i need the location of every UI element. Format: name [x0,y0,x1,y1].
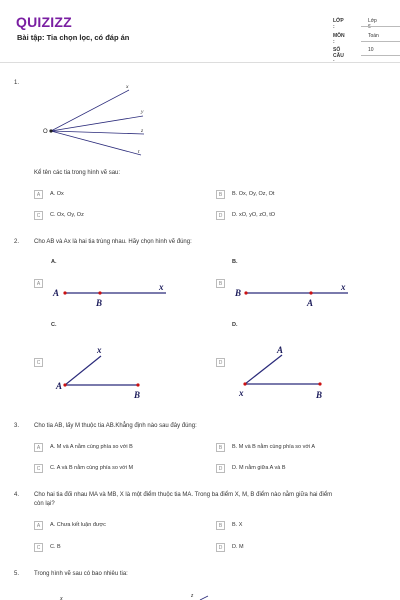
meta-count-value: 10 [368,47,374,53]
meta-class-label: LỚP : [333,18,344,30]
option-text: B. Ox, Oy, Oz, Ot [232,191,275,197]
option-letter-box: C [34,358,43,367]
meta-count-label: SỐ CÂU : [333,47,344,65]
question-4-number: 4. [14,492,20,498]
option-text: A. Ox [50,191,64,197]
option-text: C. Ox, Oy, Oz [50,212,84,218]
option-text: C. B [50,544,61,550]
option-text: D. M [232,544,244,550]
question-1-number: 1. [14,80,20,86]
fig-a-label-a: A [53,288,60,298]
option-text: A. M và A nằm cùng phía so với B [50,444,133,450]
q5-ray-stub [200,596,208,600]
question-2-text: Cho AB và Ax là hai tia trùng nhau. Hãy chọn hình vẽ đúng: [34,239,192,245]
label-z: z [141,128,144,134]
question-2-number: 2. [14,239,20,245]
option-letter-box: A [34,279,43,288]
fig-c-label-a: A [56,381,63,391]
option-letter-box: C [34,464,43,473]
fig-d-label-a: A [277,345,284,355]
label-y: y [141,109,144,115]
option-letter-box: C [34,211,43,220]
question-2-sub-d: D. [232,322,238,328]
option-letter-box: D [216,543,225,552]
option-letter-box: B [216,521,225,530]
question-3-number: 3. [14,423,20,429]
option-letter-box: B [216,443,225,452]
option-letter-box: A [34,521,43,530]
option-letter-box: B [216,279,225,288]
question-4-text-line-2: còn lại? [34,501,55,507]
label-o: O [43,129,48,135]
question-2-sub-c: C. [51,322,57,328]
question-2-sub-b: B. [232,259,238,265]
question-2-sub-a: A. [51,259,57,265]
question-4-text-line-1: Cho hai tia đối nhau MA và MB, X là một điểm thuộc tia MA. Trong ba điểm X, M, B điểm nào nằm giữa hai điểm [34,492,333,498]
question-3-text: Cho tia AB, lấy M thuộc tia AB.Khẳng định nào sau đây đúng: [34,423,197,429]
question-5-number: 5. [14,571,20,577]
fig-b-label-b: B [235,288,242,298]
q5-label-z: z [191,593,194,599]
fig-c-label-x: x [97,345,102,355]
fig-d-label-b: B [316,390,323,400]
meta-class-value: Lớp 6 [368,18,377,30]
option-letter-box: A [34,190,43,199]
option-letter-box: D [216,211,225,220]
fig-a-label-b: B [96,298,103,308]
option-letter-box: D [216,358,225,367]
fig-b-label-x: x [341,282,346,292]
option-text: A. Chưa kết luận được [50,522,106,528]
quizizz-logo: QUIZIZZ [16,14,72,30]
worksheet-title: Bài tập: Tia chọn lọc, có đáp án [17,33,130,42]
meta-subject-label: MÔN : [333,33,345,45]
option-text: B. X [232,522,243,528]
option-text: C. A và B nằm cùng phía so với M [50,465,134,471]
option-letter-box: A [34,443,43,452]
label-x: x [126,84,129,90]
option-text: D. M nằm giữa A và B [232,465,286,471]
option-text: B. M và B nằm cùng phía so với A [232,444,316,450]
question-1-text: Kể tên các tia trong hình vẽ sau: [34,170,121,176]
meta-subject-value: Toán [368,33,379,39]
option-text: D. xO, yO, zO, tO [232,212,276,218]
option-letter-box: C [34,543,43,552]
option-letter-box: B [216,190,225,199]
question-5-text: Trong hình vẽ sau có bao nhiêu tia: [34,571,128,577]
fig-a-label-x: x [159,282,164,292]
fig-c-label-b: B [134,390,141,400]
fig-d-label-x: x [239,388,244,398]
fig-b-label-a: A [307,298,314,308]
q5-label-x: x [60,596,63,600]
label-t: t [138,149,140,155]
option-letter-box: D [216,464,225,473]
